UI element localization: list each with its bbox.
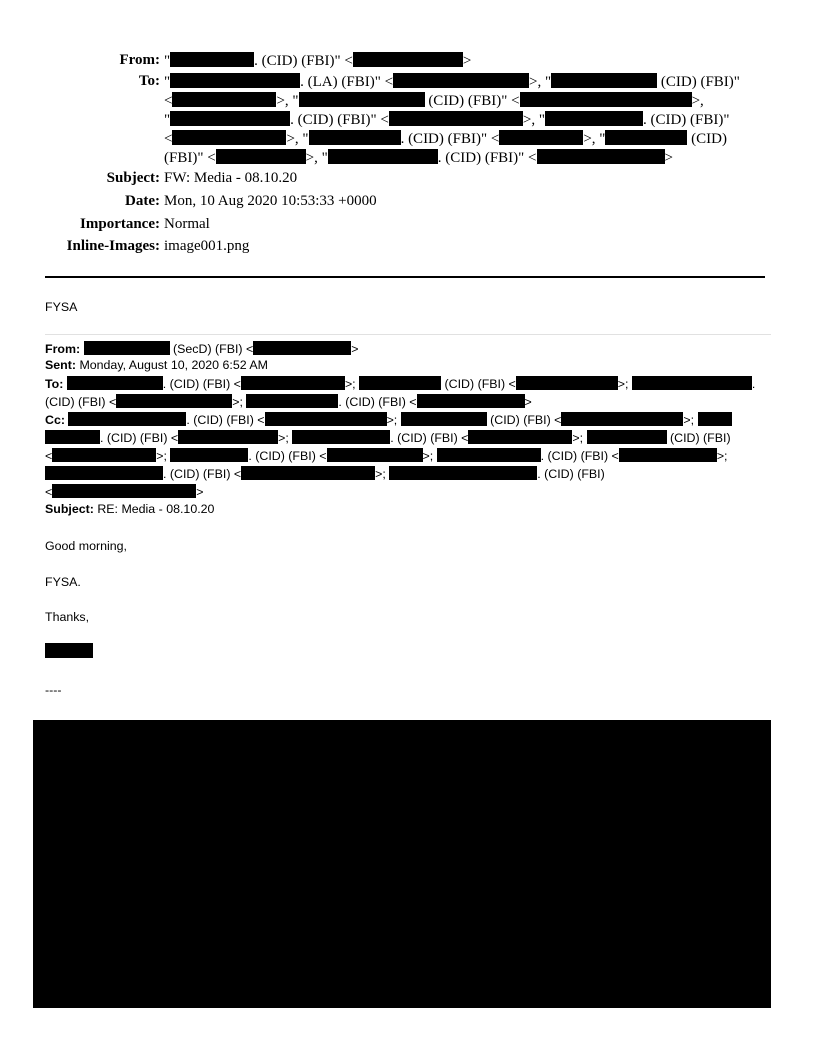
header-importance-label: Importance: bbox=[80, 216, 160, 232]
redaction bbox=[170, 52, 254, 67]
redaction bbox=[45, 466, 163, 480]
redaction bbox=[170, 111, 290, 126]
quoted-sent-row: Sent: Monday, August 10, 2020 6:52 AM bbox=[45, 358, 268, 372]
redaction bbox=[499, 130, 583, 145]
redaction bbox=[172, 92, 276, 107]
header-to-label: To: bbox=[138, 73, 160, 89]
redaction bbox=[698, 412, 732, 426]
redaction bbox=[170, 73, 300, 88]
redaction bbox=[241, 466, 375, 480]
header-from-value: " . (CID) (FBI)" < > bbox=[164, 53, 472, 69]
redaction bbox=[328, 149, 438, 164]
redaction bbox=[309, 130, 401, 145]
redaction bbox=[178, 430, 278, 444]
redaction bbox=[216, 149, 306, 164]
header-to-line: < >, " (CID) (FBI)" < >, bbox=[164, 93, 704, 109]
quoted-cc-row-3: < >; . (CID) (FBI) < >; . (CID) (FBI) < >; bbox=[45, 449, 728, 463]
quoted-cc-row: Cc: . (CID) (FBI) < >; (CID) (FBI) < >; bbox=[45, 412, 732, 427]
redaction bbox=[172, 130, 286, 145]
redaction bbox=[468, 430, 572, 444]
redaction bbox=[68, 412, 186, 426]
redaction bbox=[393, 73, 529, 88]
header-inline-images-label: Inline-Images: bbox=[66, 238, 160, 254]
header-subject-label: Subject: bbox=[106, 170, 160, 186]
redaction bbox=[417, 394, 525, 408]
header-from-label: From: bbox=[119, 52, 160, 68]
redaction bbox=[561, 412, 683, 426]
redaction bbox=[241, 376, 345, 390]
redaction bbox=[116, 394, 232, 408]
redaction bbox=[299, 92, 425, 107]
redaction bbox=[170, 448, 248, 462]
redaction bbox=[389, 466, 537, 480]
redaction bbox=[67, 376, 163, 390]
redaction bbox=[292, 430, 390, 444]
redaction bbox=[619, 448, 717, 462]
redaction bbox=[84, 341, 170, 355]
header-to-line: " . (LA) (FBI)" < >, " (CID) (FBI)" bbox=[164, 74, 740, 90]
signature-redaction bbox=[45, 643, 93, 658]
redaction bbox=[353, 52, 463, 67]
redaction bbox=[389, 111, 523, 126]
header-divider bbox=[45, 276, 765, 278]
redaction bbox=[52, 448, 156, 462]
redaction bbox=[587, 430, 667, 444]
header-importance-value: Normal bbox=[164, 216, 210, 232]
redaction bbox=[520, 92, 692, 107]
redaction bbox=[551, 73, 657, 88]
redaction bbox=[265, 412, 387, 426]
header-to-line: " . (CID) (FBI)" < >, " . (CID) (FBI)" bbox=[164, 112, 730, 128]
redaction bbox=[632, 376, 752, 390]
quoted-cc-row-4: . (CID) (FBI) < >; . (CID) (FBI) bbox=[45, 466, 605, 481]
header-date-value: Mon, 10 Aug 2020 10:53:33 +0000 bbox=[164, 193, 377, 209]
quoted-cc-row-2: . (CID) (FBI) < >; . (CID) (FBI) < >; (CID) (FBI) bbox=[45, 430, 731, 445]
redaction bbox=[246, 394, 338, 408]
redaction bbox=[45, 430, 100, 444]
quoted-to-row-2: (CID) (FBI) < >; . (CID) (FBI) < > bbox=[45, 395, 532, 409]
redaction bbox=[605, 130, 687, 145]
header-date-label: Date: bbox=[125, 193, 160, 209]
redaction bbox=[516, 376, 618, 390]
quoted-divider bbox=[45, 334, 771, 335]
redaction bbox=[401, 412, 487, 426]
quoted-subject-row: Subject: RE: Media - 08.10.20 bbox=[45, 502, 215, 516]
quoted-cc-row-5: < > bbox=[45, 485, 204, 499]
redaction bbox=[253, 341, 351, 355]
quoted-from-row: From: (SecD) (FBI) < > bbox=[45, 342, 359, 356]
redaction bbox=[327, 448, 423, 462]
redaction bbox=[537, 149, 665, 164]
redaction bbox=[545, 111, 643, 126]
header-inline-images-value[interactable]: image001.png bbox=[164, 238, 250, 254]
header-to-line: < >, " . (CID) (FBI)" < >, " (CID) bbox=[164, 131, 727, 147]
redacted-image-block bbox=[33, 720, 771, 1008]
redaction bbox=[359, 376, 441, 390]
header-subject-value: FW: Media - 08.10.20 bbox=[164, 170, 298, 186]
redaction bbox=[437, 448, 541, 462]
redaction bbox=[52, 484, 196, 498]
header-to-line: (FBI)" < >, " . (CID) (FBI)" < > bbox=[164, 150, 673, 166]
quoted-to-row: To: . (CID) (FBI) < >; (CID) (FBI) < >; . bbox=[45, 377, 756, 391]
